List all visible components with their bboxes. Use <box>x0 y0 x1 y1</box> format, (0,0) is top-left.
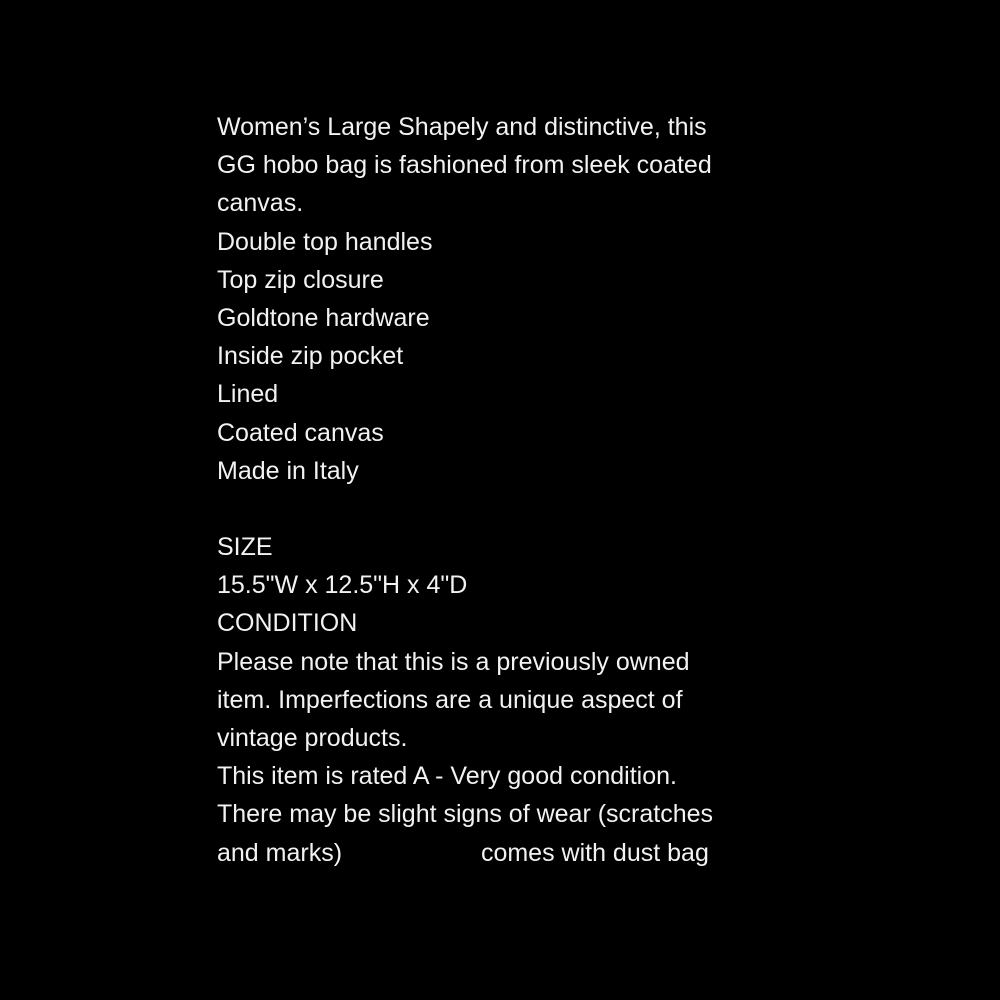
condition-line: Please note that this is a previously owned <box>217 647 690 676</box>
description-line: GG hobo bag is fashioned from sleek coated <box>217 151 712 180</box>
spacer <box>217 490 977 528</box>
condition-line: There may be slight signs of wear (scratches <box>217 800 714 829</box>
feature-item: Coated canvas <box>217 418 384 447</box>
condition-line: This item is rated A - Very good condition. <box>217 762 677 791</box>
description-line: canvas. <box>217 189 304 218</box>
feature-item: Double top handles <box>217 227 433 256</box>
product-description <box>217 108 977 872</box>
description-line: Women’s Large Shapely and distinctive, this <box>217 113 707 141</box>
size-heading: SIZE <box>217 533 273 562</box>
feature-item: Goldtone hardware <box>217 303 430 332</box>
condition-line: and marks) comes with dust bag <box>217 838 709 867</box>
condition-line: item. Imperfections are a unique aspect of <box>217 685 683 714</box>
condition-heading: CONDITION <box>217 609 358 638</box>
feature-item: Inside zip pocket <box>217 342 404 371</box>
size-dimensions: 15.5"W x 12.5"H x 4"D <box>217 571 468 600</box>
feature-item: Lined <box>217 380 279 409</box>
condition-line: vintage products. <box>217 724 408 752</box>
feature-item: Top zip closure <box>217 265 384 294</box>
feature-item: Made in Italy <box>217 456 359 485</box>
